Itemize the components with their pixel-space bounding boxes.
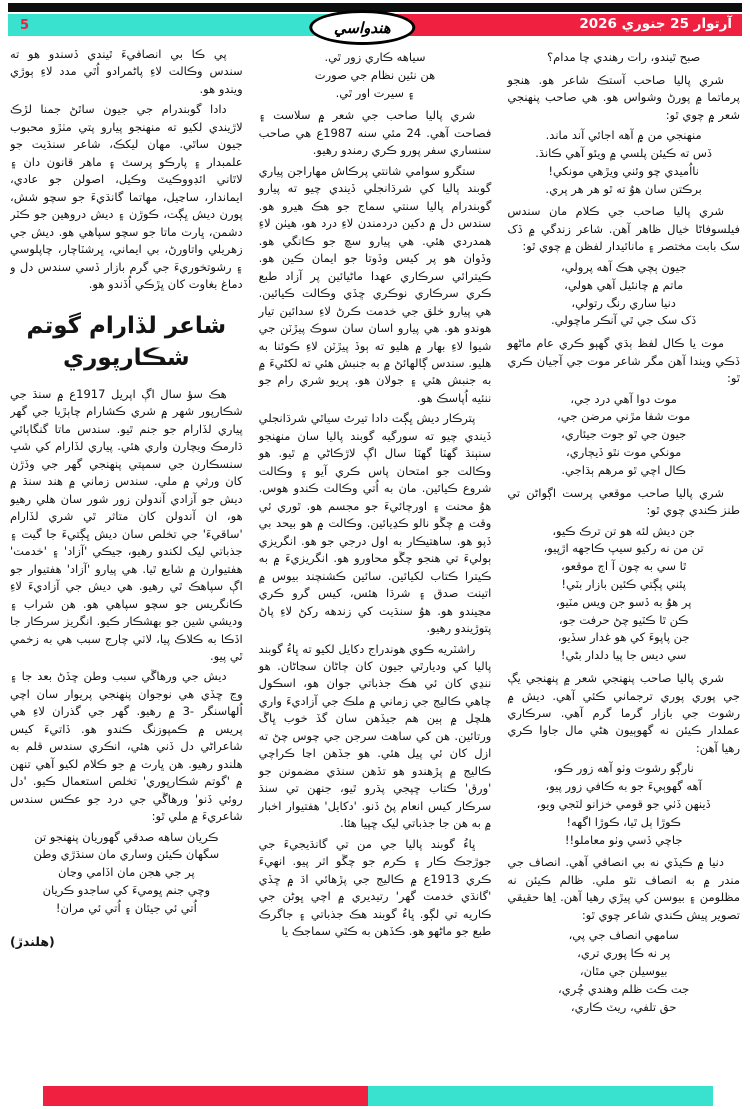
verse-line: پر جي هجن مان اڏامي وڃان — [57, 865, 195, 880]
column-middle — [259, 46, 492, 1079]
paragraph: شري پاليا صاحب آستڪ شاعر هو. هنجو پرماتما ۾ پورڻ وشواس هو. هي صاحب پنهنجي شعر ۾ چوي ٿو: — [507, 72, 740, 122]
continuation-note: (هلندڙ) — [10, 933, 55, 949]
paragraph: راشٽريه ڪوي هوندراج دکايل لکيو ته ڀاءُ گوبند پاليا کي وديارٿي جيون کان ڄاڻان سڃاڻان. هو ننڍي کان ئي هڪ جذباتي جوان هو، اسڪول چاهي ڪاليج جي زماني ۾ ملڪ جي آزاديءَ واري هلچل ۾ ٻين هم جيڏهن سان گڏ خوب ڀاڱ ورتائين. هن کي ساهت سرجن جي چوس چڻ ته ازل کان ئي پيل هئي. هو جڏهن اڃا ڪراچي ڪاليج ۾ پڙهندو هو تڏهن سنڌي مضمونن جو 'ورق' ڪتاب ڇپجي پڌرو ٿيو، جنهن تي سنڌ سرڪار کيس انعام پڻ ڏنو. 'دکايل' هفتيوار اخبار ۾ به هن جا جذباتي ليک ڇپيا هئا. — [258, 641, 492, 831]
verse-line: جن پاپوءَ کي هو غدار سڏيو، — [557, 630, 690, 645]
verse-stanza — [507, 127, 740, 198]
column-right — [507, 46, 740, 1079]
verse-stanza — [10, 829, 243, 918]
verse-stanza — [259, 49, 492, 102]
verse-line: جت ڪت ظلم وهندي چُري، — [558, 981, 690, 996]
paragraph: دنيا ۾ ڪيڏي نه بي انصافي آهي. انصاف جي مندر ۾ به انصاف نٿو ملي. ظالم ڪيئن نه مظلومن ۽ بيوسن کي پيڙي رهيا آهن. اِها حقيقي تصوير پيش ڪندي شاعر چوي ٿو: — [507, 855, 740, 922]
verse-line: ۽ سيرت اور ٿي. — [335, 85, 415, 100]
columns — [10, 46, 740, 1079]
verse-line: جيون ٻچي هڪ آهه پرولي، — [561, 259, 687, 274]
verse-line: دنيا ساري رنگ رتولي، — [571, 295, 676, 310]
verse-line: ڏس ته ڪيئن پلسي ۾ ويئو آهي ڪانڌ. — [535, 146, 713, 161]
bottom-rule-teal-segment — [368, 1086, 713, 1106]
verse-stanza — [507, 49, 740, 67]
verse-line: ڪوڙا ٻل ٿيا، ڪوڙا اگهه! — [566, 814, 681, 829]
header-right-band — [360, 14, 742, 36]
verse-line: سياهه ڪاري زور ٿي. — [324, 50, 426, 64]
verse-line: هن نئين نظام جي صورت — [314, 67, 436, 82]
paragraph: پي ڪا بي انصافيءَ ٿيندي ڏسندو هو ته سندس وڪالت لاءِ پاڻمرادو اُٿي مدد لاءِ ٻوڙي ويندو هو. — [10, 47, 243, 96]
verse-line: منهنجي من ۾ آهه اجائي آند ماند. — [545, 128, 702, 143]
paragraph: شري پاليا صاحب پنهنجي شعر ۾ پنهنجي يڳ جي پوري پوري ترجماني ڪئي آهي. ديش ۾ رشوت جي بازار گرما گرم آهي. سرڪاري عملدار ڪيئن نه گهوٻيون هڻي مال جاوا ڪري رهيا آهن: — [507, 671, 740, 755]
verse-line: برڪتن سان هوُ ته ٿو هر هر پري. — [545, 181, 702, 196]
verse-line: سگهان ڪيئن وساري مان سنڌڙي وطن — [33, 847, 220, 862]
bottom-rule — [43, 1086, 713, 1106]
paragraph: ڀاءُ گوبند پاليا جي من تي گانڌيجيءَ جي جوڙجڪ ڪار ۽ ڪرم جو چڱو اثر پيو. انهيءَ ڪري 1913ع ۾ ڪاليج جي پڙهائي اڌ ۾ ڇڏي 'گانڌي خدمت گهر' رتيديري ۾ اچي ڀوڻن جي ڪاريه تي لڳو. ڀاءُ گوبند هڪ جذباتي ۽ جاگرڪ طبع جو ماڻهو هو. ڪڏهن به ڪٿي سماجڪ يا — [258, 836, 492, 938]
verse-stanza — [507, 760, 740, 849]
verse-line: وچي جنم ڀوميءَ کي ساجدو ڪريان — [42, 883, 211, 898]
article-headline — [10, 310, 243, 374]
verse-line: سي ديس جا پيا دلدار بڻي! — [560, 648, 687, 663]
masthead-logo — [309, 10, 415, 45]
verse-line: جاچي ڏسي وٺو معاملو!! — [564, 832, 683, 847]
verse-line: پر هوُ به ڏسو جن ويس مٽيو، — [555, 594, 692, 609]
edition-date: آرتوار 25 جنوري 2026 — [579, 16, 732, 33]
verse-line: جيون جي ٿو جوت جيئاري، — [561, 427, 687, 442]
verse-line: اُتي ئي جيئان ۽ اُتي ئي مران! — [55, 900, 197, 915]
column-left — [10, 46, 243, 1079]
verse-line: پر نه ڪا پوري تري، — [577, 946, 671, 961]
paragraph: پترڪار ديش ڀڳت دادا تيرٿ سياٿي شرڌانجلي ڏيندي چيو ته سورگيه گوبند پاليا سان منهنجو سنٻنڌ گهٽا گهٽا سال اڳ لاڙڪاڻي ۾ ٿيو. هو وڪالت جو امتحان پاس ڪري آيو ۽ وڪالت شروع ڪيائين. مان به اُتي وڪالت ڪندو هوس. هوُ محنت ۽ اورچائيءَ جو مجسم هو. ٿوري ئي وقت ۾ چڱو نالو ڪڍيائين. وڪالت ۾ هو بيحد بي ڏپو هو. ساهتيڪار به اول درجي جو هو. انگريزي ٻوليءَ تي هنجو چڱو محاورو هو. انگريزيءَ ۾ به ڪيترا ڪتاب لکيائين. سائين ڪشنچند بيوس ۾ اتينت صدق ۽ شرڌا هئس، کيس گرو ڪري مڃيندو هو. هوُ سنڌيت کي زندهه رکڻ لاءِ پاڻ پتوڙيندو رهيو. — [258, 411, 492, 636]
verse-line: آهه گهوٻيءَ جو به ڪافي زور پيو، — [545, 779, 702, 794]
verse-line: موت دوا آهي درد جي، — [570, 391, 677, 406]
paragraph: دادا گوبندرام جي جيون ساٿڻ جمنا لڙڪ لاڙيندي لکيو ته منهنجو پيارو پتي مٺڙو محبوب جيون ساٿي. مهان ليکڪ، شاعر سنڌيت جو علمبدار ۽ پارڪو پرسٽ ۽ ماهر قانون دان ۽ لاٿاني ائڊووڪيٽ وڪيل، اصولن جو عادي، ايماندار، ساڃيل، مهاتما گانڌيءَ جو سچو شش، پورن ديش ڀڳت، ڪوڙن ۽ ديش دروهين جو ڪٽر دشمن، ڀارت ماتا جو سچو سپاهي هو. ديش جي زهريلي واتاورڻ، بي ايماني، ڀرشٽاچار، چاپلوسي ۽ رشوتخوريءَ جي گرم بازار ڏسي سندس دل و دماغ بغاوت کان ڀڙڪي اُڏندو هو. — [10, 102, 243, 292]
verse-line: ڪريان ساهه صدقي گهوريان پنهنجو تن — [34, 829, 219, 844]
paragraph: شري پاليا صاحب موقعي پرست اڳواڻن تي طنز ڪندي چوي ٿو: — [507, 485, 740, 518]
article-headline-line: شاعر لڏارام گوتم — [26, 312, 227, 339]
header-left-band — [8, 14, 360, 36]
paragraph: ستگرو سوامي شانتي پرڪاش مهاراجن پياري گوبند پاليا کي شرڌانجلي ڏيندي چيو ته پيارو گوبندرام پاليا سنتي سماج جو هڪ هيرو هو. سندس دل ۾ دکين دردمندن لاءِ درد هو، هيٺن لاءِ همدردي هئي. هي پيارو سچ جو ڪانگي هو. وڏوان هو پر کيس وڏوتا جو ايمان ڪين هو. ڪيترائي سرڪاري عهدا ماڻيائين پر آزاد طبع ڪري سرڪاري نوڪري ڇڏي وڪالت ڪيائين. هي پيارو خلق جي خدمت ڪرڻ لاءِ سدائين تيار هوندو هو. هي پيارو اسان سان سوڪ پيڙٽن جي شيوا لاءِ بهار ۾ هليو ته ٻوڏ پيڙٽن لاءِ ڪوئنا به هليو. سندس ڳالهائڻ ۾ به جنبش هئي ته لکڻيءَ ۾ به جنبش هئي ۽ جولان هو. پريو شري رام جو ننئيه اُپاسڪ هو. — [258, 163, 492, 405]
page-header — [8, 14, 742, 36]
page-number: 5 — [20, 17, 30, 33]
verse-line: ڪال اچي ٿو مرهم ٻڌاجي. — [561, 462, 686, 477]
verse-line: ٿا سي به چون آ اڄ موقعو، — [560, 559, 687, 574]
verse-stanza — [507, 259, 740, 330]
masthead-title: هندواسي — [333, 18, 391, 37]
verse-line: ڏک سک جي ٿي آنڪر ماچولي. — [551, 313, 697, 328]
verse-line: ڏينهن ڏٺي جو قومي خزانو لٽجي ويو، — [536, 797, 711, 811]
paragraph: موت يا ڪال لفظ ٻڌي گهٻو ڪري عام ماڻهو ڏڪي ويندا آهن مگر شاعر موت جي آجيان ڪري ٿو: — [507, 336, 740, 386]
verse-line: بيوسيلن جي مٿان، — [579, 963, 668, 978]
article-headline-line: شڪارپوري — [63, 344, 190, 371]
verse-line: تن من نه رکيو سيپ ڪاجهه اڙپيو، — [543, 541, 704, 556]
verse-stanza — [507, 523, 740, 666]
verse-line: سامهي انصاف جي پي، — [568, 928, 679, 943]
bottom-rule-red-segment — [43, 1086, 368, 1106]
verse-line: صبح ٿيندو، رات رهندي چا مدام؟ — [547, 50, 701, 64]
paragraph: شري پاليا صاحب جي ڪلام مان سندس فيلسوفاڻا خيال ظاهر آهن. شاعر زندگي ۾ ڏک سک بابت مختصر ۽ مانائيدار لفظن ۾ چوي ٿو: — [507, 204, 740, 254]
verse-line: ماتم ۾ چانئيل آهي هولي، — [564, 277, 684, 292]
verse-line: موت شفا مڙني مرضن جي، — [557, 409, 691, 424]
verse-line: نارڳو رشوت وٺو آهه زور ڪو، — [553, 761, 694, 776]
paragraph: شري پاليا صاحب جي شعر ۾ سلاست ۽ فصاحت آهي. 24 مئي سنه 1987ع هي صاحب سنساري سفر پورو ڪري رمندو رهيو. — [258, 108, 492, 158]
verse-line: مونکي موت نٿو ڏيڄاري، — [566, 444, 682, 459]
paragraph: ديش جي ورهاڱي سبب وطن ڇڏڻ بعد جا ۽ وڃ ڇڏي هي نوجوان پنهنجي پريوار سان اچي اُلهاسنگر -3 ۾ رهيو. گهر جي گذران لاءِ هي پريس ۾ ڪمپوزنگ ڪندو هو. ڏاتيءَ کيس شاعراڻي دل ڏني هئي، انڪري سندس قلم به هلندو رهيو. هن ڀارت ۾ جو ڪلام لکيو آهي تنهن ۾ 'گوتم شڪارپوري' تخلص استعمال ڪيو. 'دل روئي ڏنو' ورهاڱي جي درد جو عڪس سندس شاعريءَ ۾ ملي ٿو: — [10, 669, 243, 824]
paragraph: هڪ سؤ سال اڳ اپريل 1917ع ۾ سنڌ جي شڪارپور شهر ۾ شري ڪشارام چاٻڙيا جي گهر پياري لڏارام جو جنم ٿيو. سندس ماتا گنگاٻائي ڌارمڪ ويچارن واري هئي. پياري لڏارام کي شڀ سنسڪارن جي سمپتي پنهنجي گهر جي وڏڙن کان ورثي ۾ ملي. سندس زماني ۾ هند سنڌ ۾ ديش جو آزادي آندولن زور شور سان هلي رهيو هو، ان آندولن کان متاثر ٿي شري لڏارام 'ساقيءَ' جي تخلص سان ديش ڀڳتيءَ جا گيت ۽ جذباتي ليک لکندو رهيو، جيڪي 'آزاد' ۽ 'خدمت' هفتيوارن ۾ شايع ٿيا. هي پيارو 'آزاد' هفتيوار جو اڳ سپاهڪ ٿي رهيو. هي ديش جي آزاديءَ لاءِ ڪانگريس جو سچو سپاهي هو. هن شراب ۽ وديشي شين جو بهشڪار ڪيو. انگريز سرڪار جا اڏڪا به ڪلاڪ پيا، لاٺي چارج سبب هي به زخمي ٿي پيو. — [10, 386, 243, 663]
verse-stanza — [507, 391, 740, 480]
verse-line: حق تلفي، ريٽ ڪاري، — [570, 999, 677, 1014]
verse-line: پئني پڳتي ڪئين بازار بٽي! — [561, 576, 686, 591]
verse-stanza — [507, 927, 740, 1016]
verse-line: جن ديش لئه هو تن ترڪ ڪيو، — [552, 523, 695, 538]
verse-line: ڪن ٿا ڪٽيو چڻ حرفت جو، — [558, 612, 689, 627]
verse-line: نااُميدي چو وئني ويڙهي مونکي! — [548, 163, 699, 178]
